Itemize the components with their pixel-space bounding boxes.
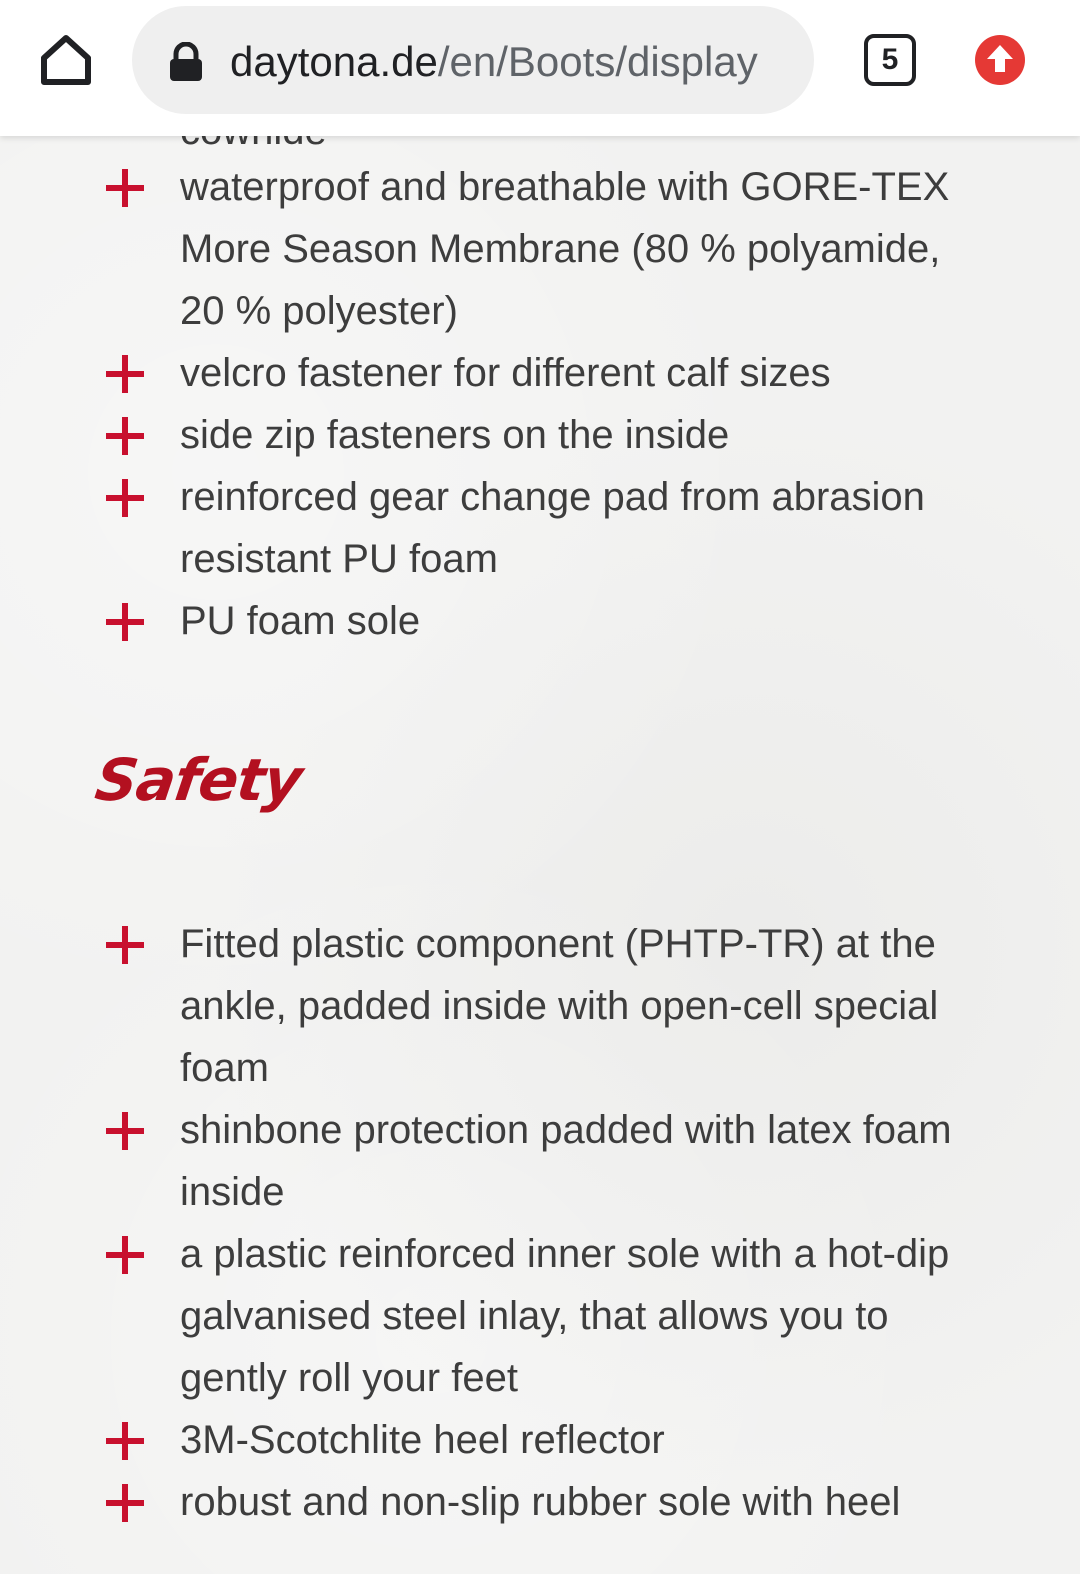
tabs-icon — [864, 34, 916, 86]
list-item — [0, 1471, 1080, 1533]
list-item-text: side zip fasteners on the inside — [180, 413, 730, 457]
browser-toolbar — [0, 0, 1080, 136]
plus-icon — [106, 926, 144, 964]
list-item-text: PU foam sole — [180, 599, 421, 643]
list-item-text: Fitted plastic component (PHTP-TR) at the ankle, padded inside with open-cell special foam — [180, 922, 939, 1090]
list-item-text: 3M-Scotchlite heel reflector — [180, 1418, 665, 1462]
plus-icon — [106, 1112, 144, 1150]
safety-list — [0, 913, 1080, 1533]
tab-count: 5 — [881, 43, 899, 76]
plus-icon — [106, 479, 144, 517]
list-item — [0, 913, 1080, 1099]
lock-icon — [168, 42, 204, 82]
plus-icon — [106, 1236, 144, 1274]
list-item — [0, 156, 1080, 342]
plus-icon — [106, 355, 144, 393]
tab-switcher-button[interactable] — [864, 34, 916, 86]
home-button[interactable] — [36, 30, 96, 90]
list-item — [0, 590, 1080, 652]
feature-list — [0, 156, 1080, 652]
plus-icon — [106, 1484, 144, 1522]
plus-icon — [106, 417, 144, 455]
plus-icon — [106, 603, 144, 641]
url-domain: daytona.de — [230, 38, 438, 85]
list-item-text: robust and non-slip rubber sole with heel — [180, 1480, 901, 1524]
list-item — [0, 1099, 1080, 1223]
home-icon — [36, 30, 96, 90]
update-button[interactable] — [974, 34, 1026, 86]
list-item-text: reinforced gear change pad from abrasion resistant PU foam — [180, 475, 925, 581]
list-item-text: waterproof and breathable with GORE-TEX More Season Membrane (80 % polyamide, 20 % polyester) — [180, 165, 950, 333]
safety-heading: Safety — [91, 746, 306, 814]
plus-icon — [106, 169, 144, 207]
list-item — [0, 404, 1080, 466]
plus-icon — [106, 1422, 144, 1460]
list-item — [0, 1409, 1080, 1471]
list-item-text: a plastic reinforced inner sole with a hot-dip galvanised steel inlay, that allows you to gently roll your feet — [180, 1232, 950, 1400]
list-item-text: velcro fastener for different calf sizes — [180, 351, 831, 395]
list-item — [0, 466, 1080, 590]
product-details — [0, 136, 1080, 1574]
list-item — [0, 342, 1080, 404]
address-bar[interactable] — [132, 6, 814, 114]
list-item-text: shinbone protection padded with latex foam inside — [180, 1108, 952, 1214]
url-text — [230, 36, 810, 88]
url-path: /en/Boots/display — [437, 38, 758, 85]
list-item — [0, 1223, 1080, 1409]
update-icon — [974, 34, 1026, 86]
